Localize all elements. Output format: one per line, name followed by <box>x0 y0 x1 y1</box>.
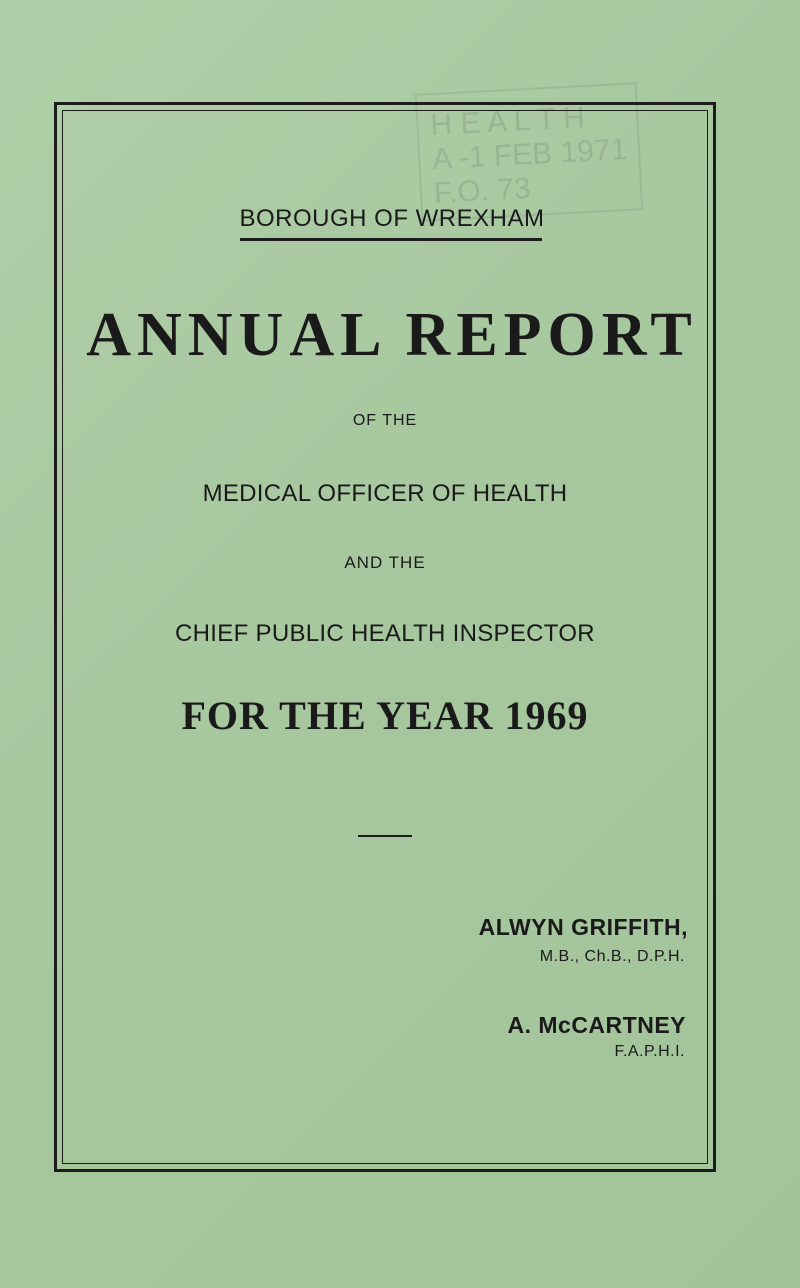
of-the-line: OF THE <box>352 412 418 429</box>
divider-rule <box>358 835 412 837</box>
author-name-1: ALWYN GRIFFITH, <box>478 914 688 940</box>
borough-heading: BOROUGH OF WREXHAM <box>239 205 545 232</box>
author-qualifications-1: M.B., Ch.B., D.P.H. <box>539 948 685 965</box>
author-qualifications-2: F.A.P.H.I. <box>614 1043 685 1060</box>
stamp-line-3: F.O. 73 <box>433 171 532 211</box>
medical-officer-line: MEDICAL OFFICER OF HEALTH <box>202 480 568 507</box>
report-year: FOR THE YEAR 1969 <box>181 693 589 738</box>
stamp-line-2: A -1 FEB 1971 <box>431 132 628 177</box>
report-title: ANNUAL REPORT <box>86 301 698 369</box>
chief-inspector-line: CHIEF PUBLIC HEALTH INSPECTOR <box>175 620 595 647</box>
author-name-2: A. McCARTNEY <box>507 1012 686 1038</box>
and-the-line: AND THE <box>344 553 426 572</box>
borough-underline <box>240 238 542 241</box>
stamp-line-1: H E A L T H <box>429 101 586 143</box>
